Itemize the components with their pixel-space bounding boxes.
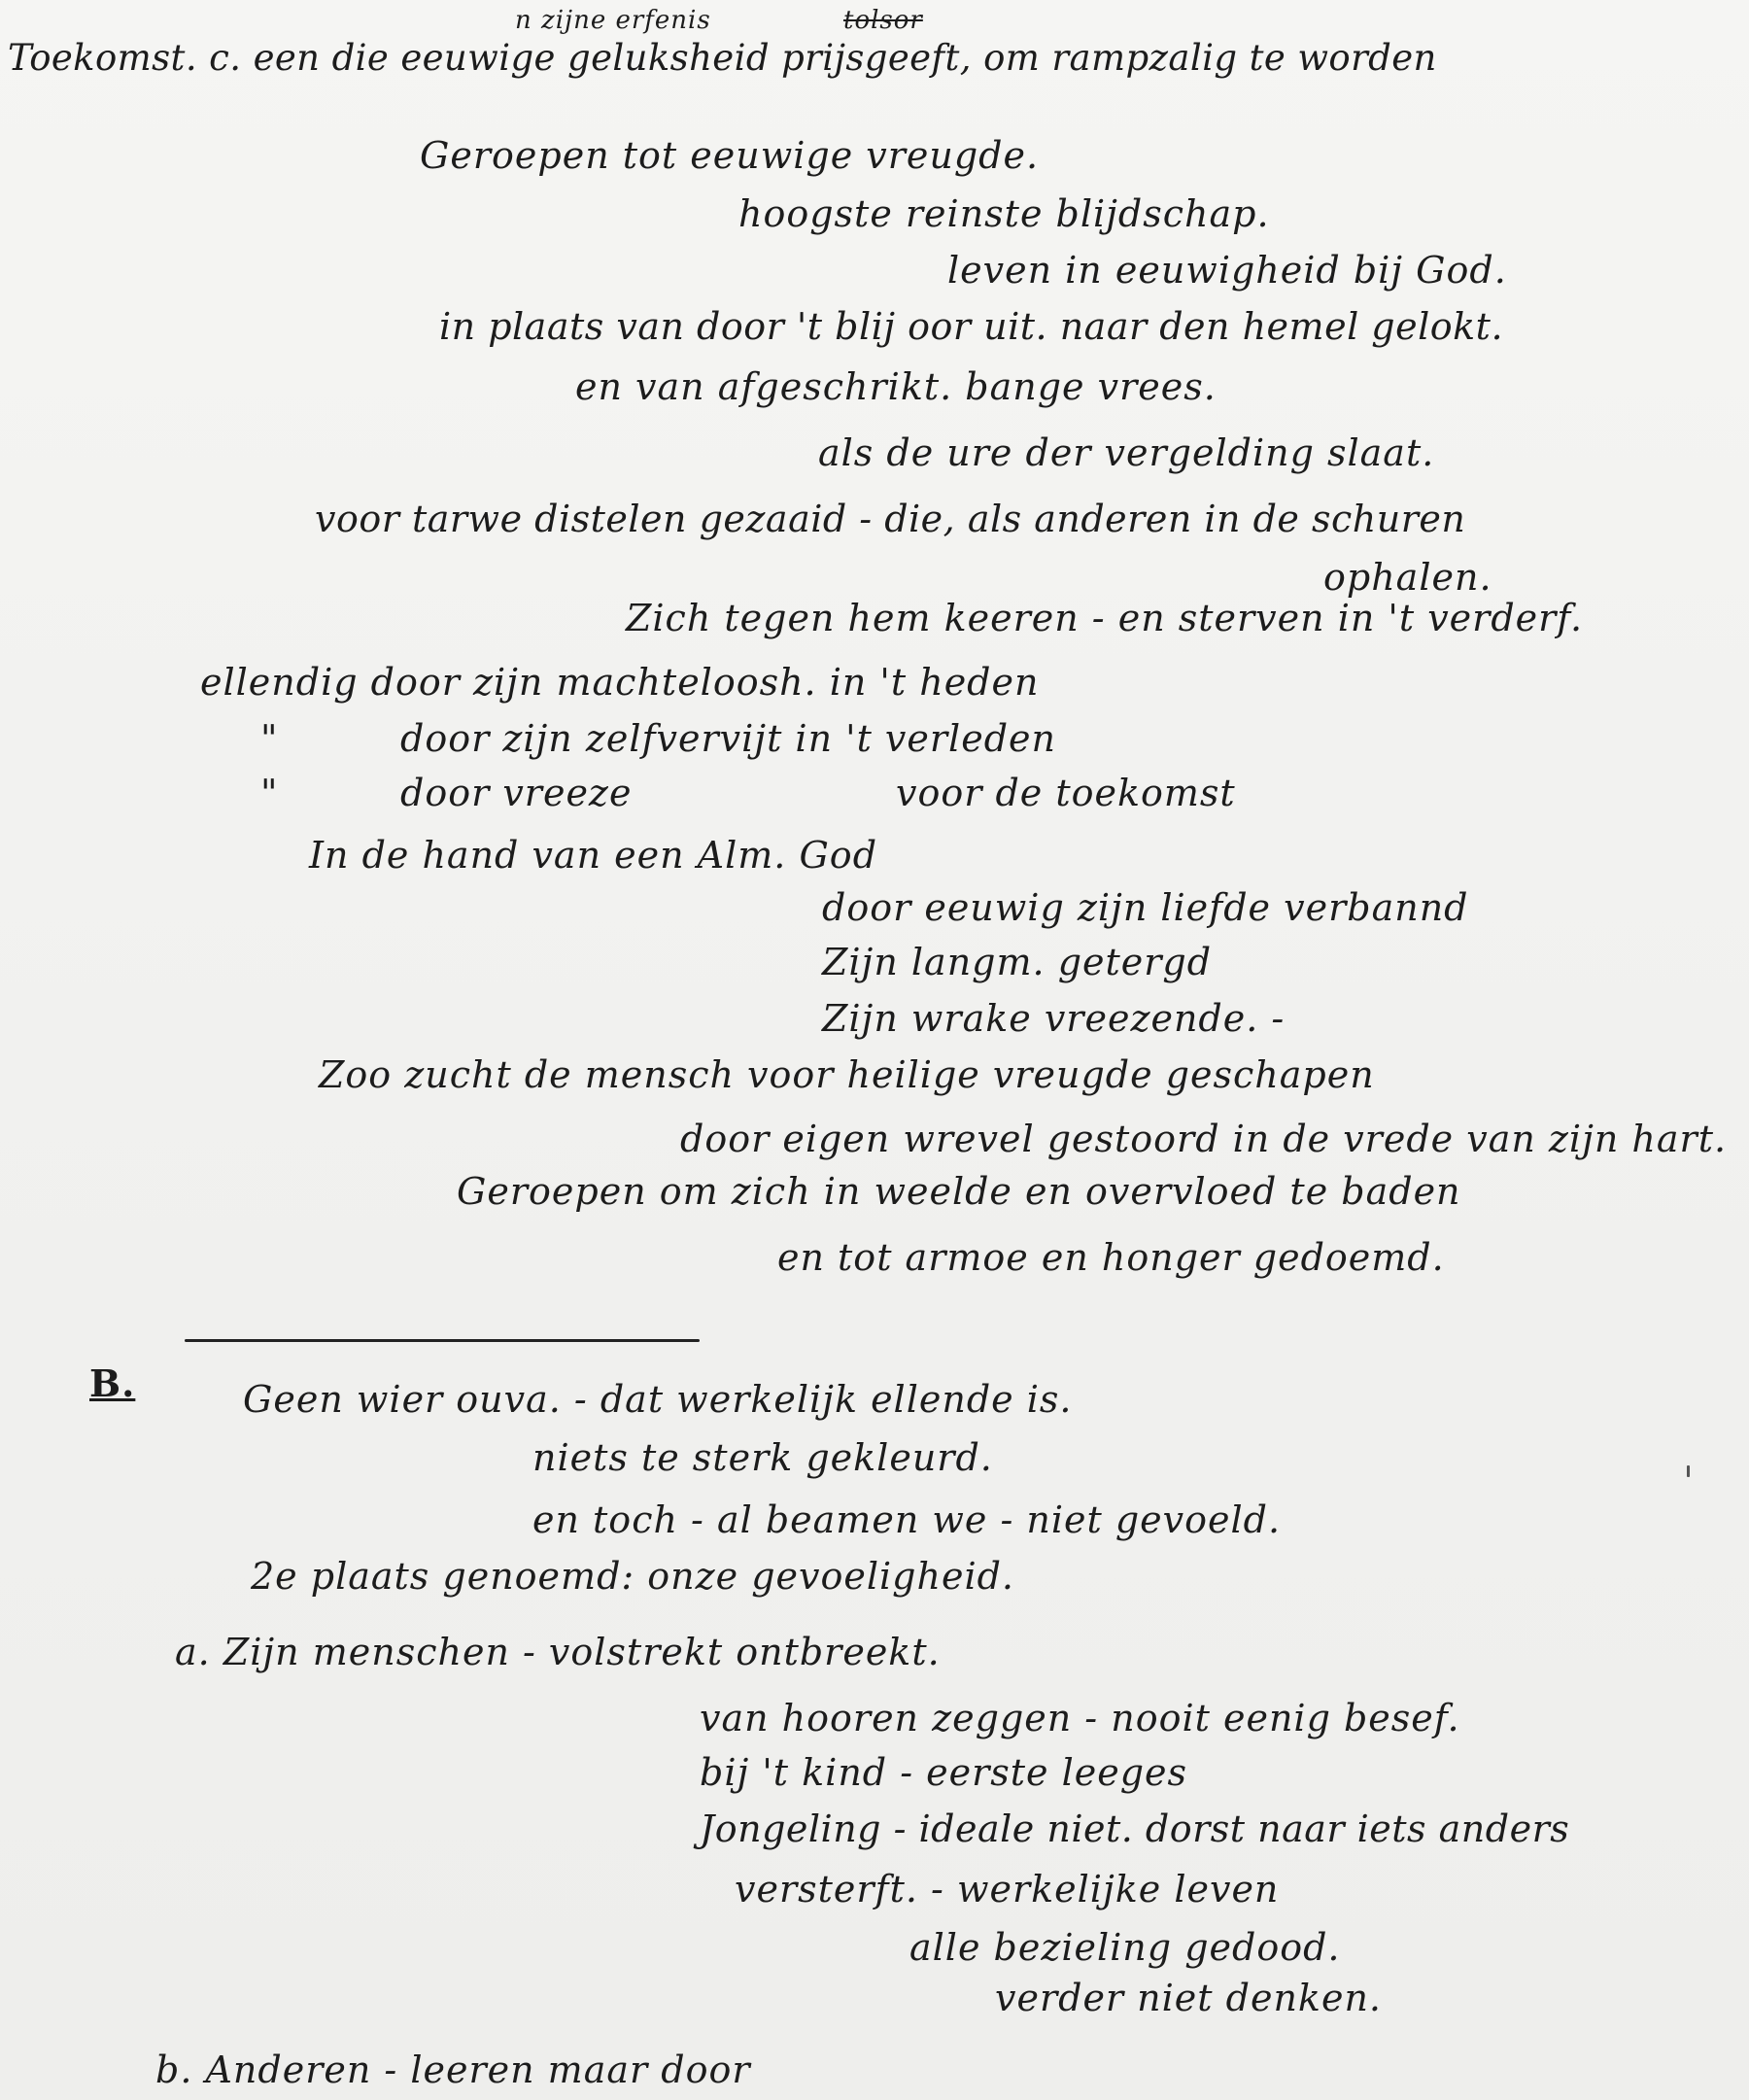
text-line: en van afgeschrikt. bange vrees. [575,365,1217,408]
text-line: voor tarwe distelen gezaaid - die, als anderen in de schuren [315,498,1466,540]
text-line: Jongeling - ideale niet. dorst naar iets anders [700,1807,1570,1850]
text-line: Toekomst. c. een die eeuwige geluksheid prijsgeeft, om rampzalig te worden [8,37,1437,79]
text-line: voor de toekomst [896,772,1236,814]
ditto-mark: " [260,772,279,814]
text-line: door vreeze [400,772,633,814]
text-line: in plaats van door 't blij oor uit. naar den hemel gelokt. [439,305,1504,348]
ditto-mark: " [260,717,279,760]
text-line: Geen wier ouva. - dat werkelijk ellende is. [243,1378,1073,1421]
text-line: hoogste reinste blijdschap. [738,192,1270,235]
section-divider [185,1339,700,1342]
paper-mark [1687,1465,1690,1477]
text-line: Zich tegen hem keeren - en sterven in 't verderf. [626,597,1584,639]
text-line: en tot armoe en honger gedoemd. [777,1236,1445,1279]
text-line: alle bezieling gedood. [909,1926,1341,1969]
text-line: leven in eeuwigheid bij God. [947,249,1507,292]
text-line: door eigen wrevel gestoord in de vrede van zijn hart. [680,1118,1728,1160]
text-line: In de hand van een Alm. God [309,834,878,877]
text-line: b. Anderen - leeren maar door [155,2048,751,2091]
text-line: door zijn zelfvervijt in 't verleden [400,717,1056,760]
text-line: Zijn wrake vreezende. - [822,997,1286,1040]
text-line: Zoo zucht de mensch voor heilige vreugde geschapen [319,1053,1375,1096]
text-line: bij 't kind - eerste leeges [700,1751,1188,1794]
section-label: B. [89,1361,136,1405]
text-line: Geroepen tot eeuwige vreugde. [420,134,1040,177]
interlinear-insertion: n zijne erfenis [515,6,711,35]
text-line: van hooren zeggen - nooit eenig besef. [700,1697,1460,1739]
text-line: als de ure der vergelding slaat. [818,431,1435,474]
text-line: door eeuwig zijn liefde verbannd [822,886,1469,929]
text-line: a. Zijn menschen - volstrekt ontbreekt. [175,1631,941,1673]
text-line: verder niet denken. [995,1977,1382,2019]
text-line: versterft. - werkelijke leven [735,1868,1280,1911]
text-line: ellendig door zijn machteloosh. in 't heden [200,661,1040,704]
text-line: Geroepen om zich in weelde en overvloed te baden [457,1170,1461,1213]
text-line: Zijn langm. getergd [822,941,1213,983]
text-line: niets te sterk gekleurd. [532,1436,993,1479]
text-line: ophalen. [1323,556,1492,599]
text-line: en toch - al beamen we - niet gevoeld. [532,1498,1282,1541]
struck-word: tolsor [843,6,923,35]
text-line: 2e plaats genoemd: onze gevoeligheid. [251,1555,1015,1598]
